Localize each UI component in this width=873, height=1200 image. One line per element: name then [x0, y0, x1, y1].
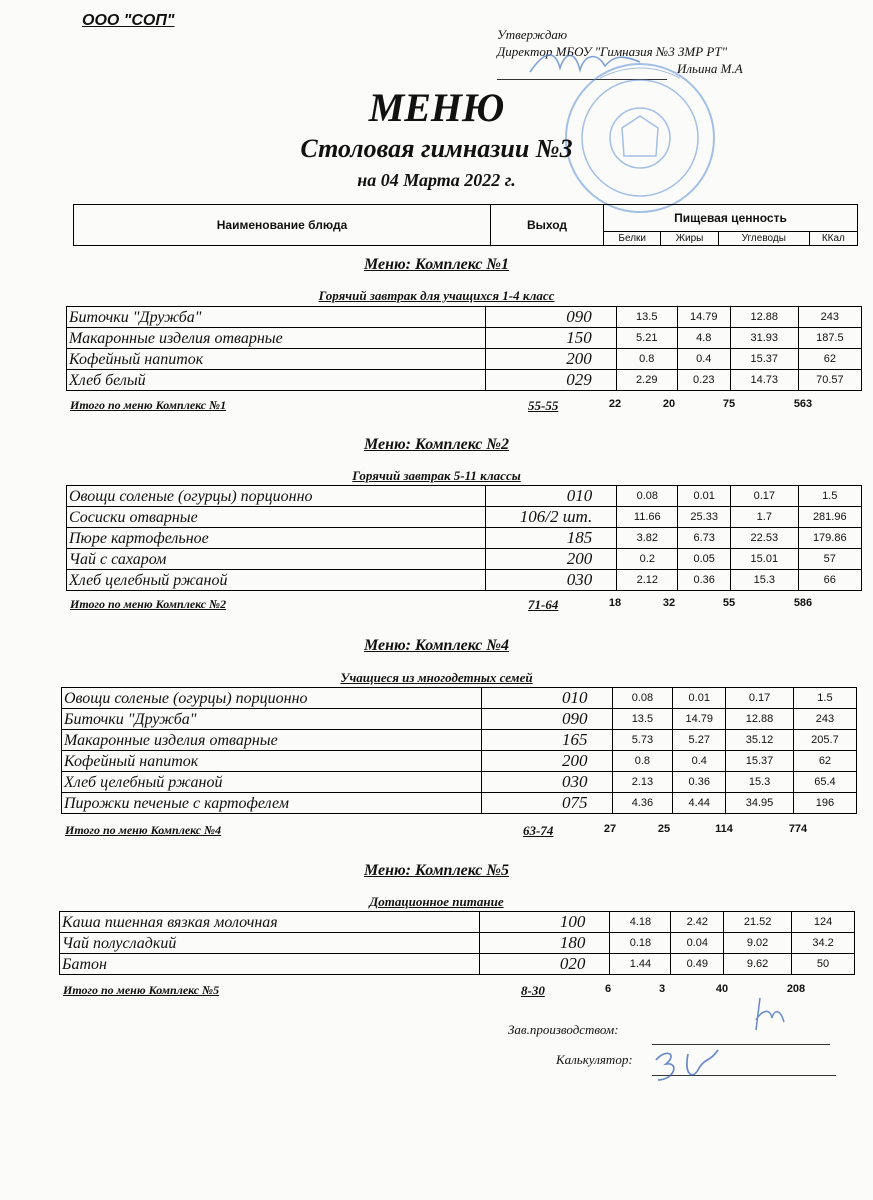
fat-value: 0.4 [677, 349, 730, 370]
header-output: Выход [491, 205, 604, 246]
carbs-value: 9.62 [724, 954, 792, 975]
section-title: Меню: Комплекс №2 [363, 436, 510, 453]
kcal-value: 1.5 [798, 486, 861, 507]
dish-name: Кофейный напиток [62, 751, 482, 772]
protein-value: 2.13 [612, 772, 673, 793]
table-row [62, 730, 857, 751]
protein-value: 0.08 [617, 486, 678, 507]
table-row [67, 528, 862, 549]
dish-output: 200 [486, 349, 617, 370]
table-row [67, 507, 862, 528]
carbs-value: 0.17 [731, 486, 798, 507]
header-nutrition: Пищевая ценность [604, 205, 858, 232]
protein-value: 0.08 [612, 688, 673, 709]
total-kcal: 208 [786, 983, 806, 995]
section-subtitle: Дотационное питание [369, 894, 504, 909]
carbs-value: 15.37 [726, 751, 794, 772]
kcal-value: 243 [798, 307, 861, 328]
total-kcal: 563 [793, 398, 813, 410]
table-row [67, 549, 862, 570]
kcal-value: 179.86 [798, 528, 861, 549]
dish-output: 029 [486, 370, 617, 391]
fat-value: 4.8 [677, 328, 730, 349]
kcal-value: 196 [793, 793, 856, 814]
header-carbs: Углеводы [718, 231, 809, 245]
total-label: Итого по меню Комплекс №1 [70, 398, 227, 412]
dish-output: 030 [486, 570, 617, 591]
kcal-value: 205.7 [793, 730, 856, 751]
carbs-value: 14.73 [730, 370, 798, 391]
dish-output: 106/2 шт. [486, 507, 617, 528]
dish-output: 180 [479, 933, 610, 954]
table-row [67, 349, 862, 370]
fat-value: 0.05 [678, 549, 731, 570]
total-carbs: 40 [715, 983, 729, 995]
table-row [67, 570, 862, 591]
kcal-value: 65.4 [793, 772, 856, 793]
dish-name: Пюре картофельное [67, 528, 486, 549]
carbs-value: 35.12 [726, 730, 794, 751]
total-kcal: 586 [793, 597, 813, 609]
dish-output: 075 [482, 793, 612, 814]
dish-name: Чай полусладкий [60, 933, 480, 954]
page-title: МЕНЮ [368, 85, 505, 130]
protein-value: 0.8 [612, 751, 673, 772]
fat-value: 0.36 [678, 570, 731, 591]
carbs-value: 31.93 [730, 328, 798, 349]
dish-output: 185 [486, 528, 617, 549]
carbs-value: 0.17 [726, 688, 794, 709]
total-protein: 22 [608, 398, 622, 410]
total-output: 63-74 [523, 823, 554, 838]
fat-value: 0.04 [671, 933, 724, 954]
section-title: Меню: Комплекс №5 [363, 862, 510, 879]
director-title: Директор МБОУ "Гимназия №3 ЗМР РТ" [497, 44, 728, 59]
kcal-value: 124 [792, 912, 855, 933]
kcal-value: 57 [798, 549, 861, 570]
section-title: Меню: Комплекс №4 [363, 637, 510, 654]
total-protein: 6 [604, 983, 612, 995]
dish-output: 150 [486, 328, 617, 349]
section-subtitle: Учащиеся из многодетных семей [340, 670, 533, 685]
carbs-value: 15.37 [730, 349, 798, 370]
fat-value: 14.79 [677, 307, 730, 328]
carbs-value: 9.02 [724, 933, 792, 954]
total-output: 55-55 [528, 398, 559, 413]
dish-name: Макаронные изделия отварные [67, 328, 486, 349]
fat-value: 0.01 [678, 486, 731, 507]
protein-value: 0.2 [617, 549, 678, 570]
kcal-value: 62 [798, 349, 861, 370]
menu-table [59, 911, 855, 975]
protein-value: 0.8 [616, 349, 677, 370]
kcal-value: 50 [792, 954, 855, 975]
calculator-label: Калькулятор: [556, 1052, 633, 1067]
dish-output: 200 [486, 549, 617, 570]
dish-output: 200 [482, 751, 612, 772]
dish-name: Биточки "Дружба" [62, 709, 482, 730]
fat-value: 0.49 [671, 954, 724, 975]
production-signature-icon [740, 990, 800, 1040]
protein-value: 2.12 [617, 570, 678, 591]
kcal-value: 243 [793, 709, 856, 730]
total-carbs: 114 [715, 823, 733, 835]
section-total-row [70, 597, 866, 615]
total-kcal: 774 [788, 823, 808, 835]
carbs-value: 15.3 [731, 570, 798, 591]
protein-value: 5.73 [612, 730, 673, 751]
protein-value: 13.5 [616, 307, 677, 328]
kcal-value: 34.2 [792, 933, 855, 954]
section-subtitle: Горячий завтрак 5-11 классы [352, 468, 521, 483]
menu-table [66, 485, 862, 591]
kcal-value: 62 [793, 751, 856, 772]
header-protein: Белки [604, 231, 661, 245]
dish-output: 090 [482, 709, 612, 730]
fat-value: 2.42 [671, 912, 724, 933]
dish-name: Хлеб белый [67, 370, 486, 391]
protein-value: 2.29 [616, 370, 677, 391]
section-total-row [65, 823, 861, 841]
calculator-signature-icon [648, 1040, 728, 1088]
production-manager-label: Зав.производством: [508, 1022, 619, 1037]
carbs-value: 1.7 [731, 507, 798, 528]
table-row [62, 751, 857, 772]
total-protein: 18 [608, 597, 622, 609]
section-subtitle: Горячий завтрак для учащихся 1-4 класс [318, 288, 555, 303]
organization-name: ООО "СОП" [82, 12, 175, 29]
table-row [60, 954, 855, 975]
dish-output: 165 [482, 730, 612, 751]
section-total-row [70, 398, 866, 416]
header-fat: Жиры [661, 231, 718, 245]
page-subtitle: Столовая гимназии №3 [300, 134, 573, 163]
dish-name: Овощи соленые (огурцы) порционно [62, 688, 482, 709]
approval-label: Утверждаю [497, 27, 568, 42]
dish-name: Каша пшенная вязкая молочная [60, 912, 480, 933]
total-fat: 32 [662, 597, 676, 609]
dish-name: Хлеб целебный ржаной [67, 570, 486, 591]
total-fat: 20 [662, 398, 676, 410]
fat-value: 0.01 [673, 688, 726, 709]
protein-value: 4.18 [610, 912, 671, 933]
carbs-value: 15.3 [726, 772, 794, 793]
dish-name: Батон [60, 954, 480, 975]
carbs-value: 21.52 [724, 912, 792, 933]
kcal-value: 70.57 [798, 370, 861, 391]
total-output: 71-64 [528, 597, 559, 612]
dish-name: Макаронные изделия отварные [62, 730, 482, 751]
menu-table [66, 306, 862, 391]
table-row [67, 307, 862, 328]
dish-name: Чай с сахаром [67, 549, 486, 570]
director-name: Ильина М.А [677, 61, 743, 76]
total-label: Итого по меню Комплекс №5 [63, 983, 220, 997]
protein-value: 1.44 [610, 954, 671, 975]
protein-value: 13.5 [612, 709, 673, 730]
carbs-value: 15.01 [731, 549, 798, 570]
dish-name: Кофейный напиток [67, 349, 486, 370]
fat-value: 4.44 [673, 793, 726, 814]
total-fat: 25 [657, 823, 671, 835]
header-dish: Наименование блюда [74, 205, 491, 246]
kcal-value: 187.5 [798, 328, 861, 349]
fat-value: 14.79 [673, 709, 726, 730]
protein-value: 4.36 [612, 793, 673, 814]
protein-value: 5.21 [616, 328, 677, 349]
kcal-value: 1.5 [793, 688, 856, 709]
carbs-value: 12.88 [726, 709, 794, 730]
protein-value: 3.82 [617, 528, 678, 549]
fat-value: 5.27 [673, 730, 726, 751]
table-row [67, 370, 862, 391]
total-fat: 3 [658, 983, 666, 995]
dish-output: 100 [479, 912, 610, 933]
kcal-value: 66 [798, 570, 861, 591]
fat-value: 0.4 [673, 751, 726, 772]
table-row [67, 486, 862, 507]
director-signature-icon [525, 40, 645, 80]
carbs-value: 22.53 [731, 528, 798, 549]
section-title: Меню: Комплекс №1 [363, 256, 510, 273]
table-row [67, 328, 862, 349]
kcal-value: 281.96 [798, 507, 861, 528]
fat-value: 0.36 [673, 772, 726, 793]
protein-value: 0.18 [610, 933, 671, 954]
total-carbs: 55 [722, 597, 736, 609]
total-protein: 27 [603, 823, 617, 835]
carbs-value: 12.88 [730, 307, 798, 328]
fat-value: 25.33 [678, 507, 731, 528]
dish-output: 030 [482, 772, 612, 793]
dish-output: 090 [486, 307, 617, 328]
header-kcal: ККал [809, 231, 857, 245]
table-row [62, 709, 857, 730]
table-row [62, 688, 857, 709]
menu-table [61, 687, 857, 814]
dish-name: Пирожки печеные с картофелем [62, 793, 482, 814]
total-carbs: 75 [722, 398, 736, 410]
dish-name: Биточки "Дружба" [67, 307, 486, 328]
menu-date: на 04 Марта 2022 г. [357, 170, 516, 190]
total-label: Итого по меню Комплекс №2 [70, 597, 227, 611]
fat-value: 0.23 [677, 370, 730, 391]
column-header-table [73, 204, 858, 246]
protein-value: 11.66 [617, 507, 678, 528]
dish-name: Сосиски отварные [67, 507, 486, 528]
dish-output: 010 [482, 688, 612, 709]
table-row [60, 933, 855, 954]
dish-output: 010 [486, 486, 617, 507]
table-row [62, 793, 857, 814]
table-row [62, 772, 857, 793]
dish-name: Хлеб целебный ржаной [62, 772, 482, 793]
dish-output: 020 [479, 954, 610, 975]
total-label: Итого по меню Комплекс №4 [65, 823, 222, 837]
dish-name: Овощи соленые (огурцы) порционно [67, 486, 486, 507]
table-row [60, 912, 855, 933]
carbs-value: 34.95 [726, 793, 794, 814]
total-output: 8-30 [521, 983, 545, 998]
fat-value: 6.73 [678, 528, 731, 549]
